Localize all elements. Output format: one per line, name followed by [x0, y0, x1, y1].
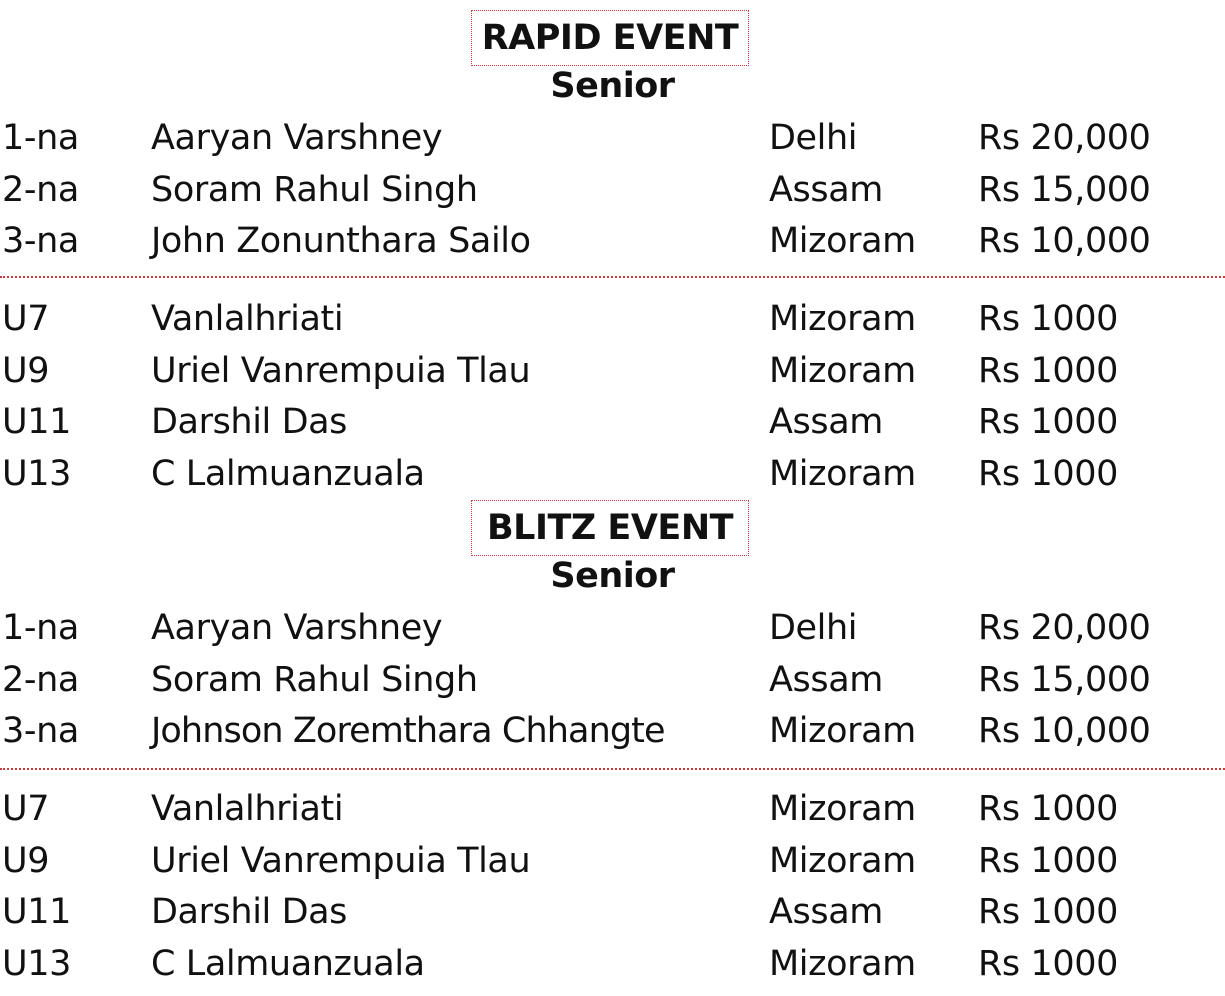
player-name: Uriel Vanrempuia Tlau	[151, 350, 531, 391]
rank: 3-na	[2, 221, 79, 261]
result-row	[0, 784, 1225, 836]
player-name: Vanlalhriati	[151, 789, 344, 829]
prize: Rs 20,000	[978, 118, 1151, 158]
result-row	[0, 603, 1225, 655]
player-name: Soram Rahul Singh	[151, 169, 478, 210]
state: Delhi	[769, 608, 858, 648]
state: Mizoram	[769, 943, 916, 984]
rank: 1-na	[2, 118, 79, 158]
result-row	[0, 113, 1225, 165]
player-name: Darshil Das	[151, 892, 348, 932]
age-group-results	[0, 294, 1225, 500]
player-name: C Lalmuanzuala	[151, 943, 425, 984]
rank: U13	[2, 453, 71, 494]
state: Mizoram	[769, 711, 916, 751]
player-name: C Lalmuanzuala	[151, 453, 425, 494]
senior-results	[0, 113, 1225, 268]
player-name: Aaryan Varshney	[151, 608, 443, 648]
result-row	[0, 939, 1225, 991]
state: Assam	[769, 892, 883, 932]
rank: U13	[2, 943, 71, 984]
age-group-results	[0, 784, 1225, 990]
senior-results	[0, 603, 1225, 758]
player-name: Uriel Vanrempuia Tlau	[151, 840, 531, 881]
section-divider	[0, 276, 1225, 278]
rank: U11	[2, 402, 71, 442]
player-name: Soram Rahul Singh	[151, 659, 478, 700]
state: Mizoram	[769, 453, 916, 494]
division-title: Senior	[550, 556, 675, 596]
player-name: John Zonunthara Sailo	[151, 221, 531, 261]
rank: U11	[2, 892, 71, 932]
rank: U7	[2, 299, 50, 339]
result-row	[0, 655, 1225, 707]
player-name: Darshil Das	[151, 402, 348, 442]
section-divider	[0, 768, 1225, 770]
result-row	[0, 706, 1225, 758]
rank: 1-na	[2, 608, 79, 648]
state: Assam	[769, 402, 883, 442]
state: Mizoram	[769, 840, 916, 881]
player-name: Vanlalhriati	[151, 299, 344, 339]
state: Mizoram	[769, 350, 916, 391]
division-title: Senior	[550, 66, 675, 106]
result-row	[0, 397, 1225, 449]
rank: U9	[2, 840, 50, 881]
state: Mizoram	[769, 789, 916, 829]
prize: Rs 1000	[978, 840, 1118, 881]
prize: Rs 1000	[978, 402, 1118, 442]
player-name: Johnson Zoremthara Chhangte	[151, 711, 665, 751]
prize: Rs 1000	[978, 299, 1118, 339]
state: Assam	[769, 659, 883, 700]
event-title: BLITZ EVENT	[471, 500, 749, 556]
prize: Rs 1000	[978, 943, 1118, 984]
result-row	[0, 165, 1225, 217]
prize: Rs 1000	[978, 892, 1118, 932]
rank: U7	[2, 789, 50, 829]
rank: 2-na	[2, 169, 79, 210]
rank: 2-na	[2, 659, 79, 700]
prize: Rs 10,000	[978, 221, 1151, 261]
state: Assam	[769, 169, 883, 210]
player-name: Aaryan Varshney	[151, 118, 443, 158]
prize: Rs 20,000	[978, 608, 1151, 648]
prize: Rs 1000	[978, 350, 1118, 391]
event-title: RAPID EVENT	[471, 10, 749, 66]
result-row	[0, 449, 1225, 501]
prize: Rs 1000	[978, 453, 1118, 494]
state: Delhi	[769, 118, 858, 158]
prize: Rs 15,000	[978, 169, 1151, 210]
result-row	[0, 887, 1225, 939]
result-row	[0, 346, 1225, 398]
state: Mizoram	[769, 221, 916, 261]
rank: U9	[2, 350, 50, 391]
prize: Rs 10,000	[978, 711, 1151, 751]
result-row	[0, 294, 1225, 346]
prize: Rs 15,000	[978, 659, 1151, 700]
rank: 3-na	[2, 711, 79, 751]
result-row	[0, 836, 1225, 888]
state: Mizoram	[769, 299, 916, 339]
prize: Rs 1000	[978, 789, 1118, 829]
result-row	[0, 216, 1225, 268]
